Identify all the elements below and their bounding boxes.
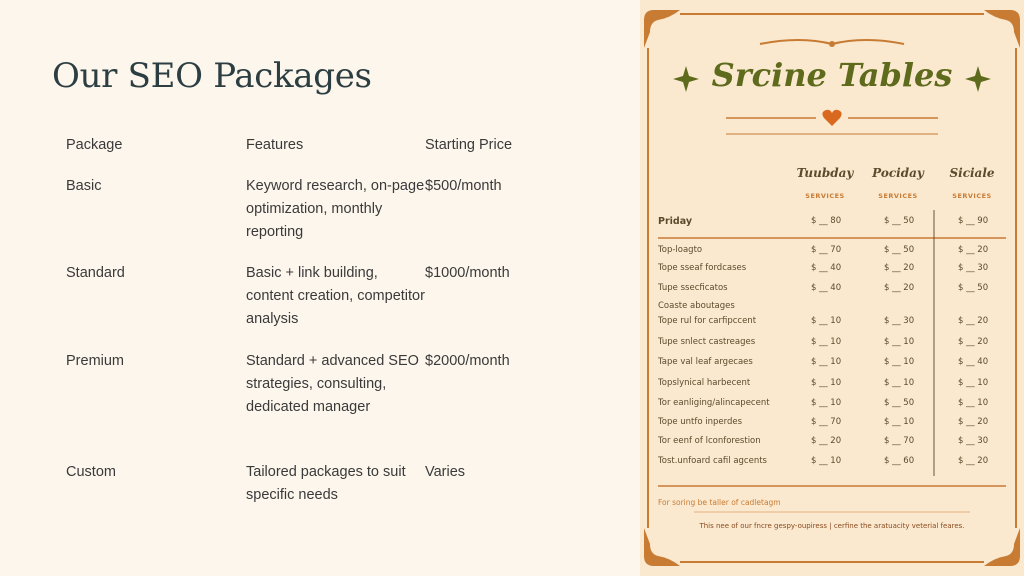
menu-row-value: $ __ 30 xyxy=(884,316,915,326)
menu-row xyxy=(658,263,1008,277)
table-header-row xyxy=(66,134,575,175)
menu-row-value: $ __ 10 xyxy=(811,337,842,347)
header-price: Starting Price xyxy=(425,137,513,153)
menu-row-value: $ __ 10 xyxy=(811,357,842,367)
menu-row-value: $ __ 80 xyxy=(811,216,842,226)
menu-row-value: $ __ 40 xyxy=(958,357,989,367)
menu-footnote: For soring be taller of cadletagm xyxy=(658,498,781,507)
menu-row-label: Priday xyxy=(658,216,693,227)
menu-row-value: $ __ 40 xyxy=(811,263,842,273)
package-features: Basic + link building, content creation, competitor analysis xyxy=(246,265,425,327)
table-row xyxy=(66,350,575,461)
menu-row-label: Tor eenf of lconforestion xyxy=(658,436,761,446)
package-price: $500/month xyxy=(425,178,502,194)
package-price: Varies xyxy=(425,464,466,480)
menu-footer-line: This nee of our fncre gespy-oupiress | cerfine the aratuacity veterial feares. xyxy=(699,522,965,530)
menu-row-value: $ __ 20 xyxy=(884,283,915,293)
menu-row-label: Tope rul for carfipccent xyxy=(658,316,757,326)
menu-row xyxy=(658,245,1008,259)
menu-row-value: $ __ 50 xyxy=(884,245,915,255)
menu-row-value: $ __ 10 xyxy=(884,337,915,347)
menu-row-label: Tupe ssecficatos xyxy=(658,283,728,293)
menu-row-label: Tope untfo inperdes xyxy=(658,417,743,427)
package-name: Standard xyxy=(66,265,125,281)
menu-row-value: $ __ 70 xyxy=(811,245,842,255)
table-row xyxy=(66,461,575,511)
package-price: $2000/month xyxy=(425,353,510,369)
menu-row-value: $ __ 10 xyxy=(811,398,842,408)
menu-column-head: Siciale xyxy=(949,166,995,180)
menu-row-value: $ __ 60 xyxy=(884,456,915,466)
menu-row xyxy=(658,301,1008,315)
package-name: Premium xyxy=(66,353,125,369)
menu-row xyxy=(658,456,1008,470)
menu-row-value: $ __ 70 xyxy=(884,436,915,446)
menu-row-value: $ __ 40 xyxy=(811,283,842,293)
menu-row xyxy=(658,283,1008,297)
menu-row-label: Topslynical harbecent xyxy=(658,378,751,388)
menu-row-label: Tost.unfoard cafil agcents xyxy=(658,456,767,466)
package-price: $1000/month xyxy=(425,265,510,281)
package-features: Keyword research, on-page optimization, monthly reporting xyxy=(246,178,425,240)
menu-image xyxy=(640,0,1024,576)
menu-row-value: $ __ 70 xyxy=(811,417,842,427)
menu-row xyxy=(658,398,1008,412)
package-name: Basic xyxy=(66,178,102,194)
menu-row xyxy=(658,357,1008,371)
menu-column-sub: SERVICES xyxy=(952,192,992,200)
menu-row-value: $ __ 10 xyxy=(884,417,915,427)
page-title: Our SEO Packages xyxy=(52,56,372,96)
menu-row-value: $ __ 10 xyxy=(884,357,915,367)
table-row xyxy=(66,262,575,350)
menu-row-label: Tor eanliging/alincapecent xyxy=(658,398,770,408)
menu-row-value: $ __ 30 xyxy=(958,263,989,273)
menu-row xyxy=(658,337,1008,351)
package-features: Tailored packages to suit specific needs xyxy=(246,464,406,503)
menu-row-value: $ __ 20 xyxy=(958,316,989,326)
menu-row-value: $ __ 50 xyxy=(884,398,915,408)
menu-row-value: $ __ 10 xyxy=(884,378,915,388)
menu-row-label: Tupe snlect castreages xyxy=(658,337,756,347)
package-name: Custom xyxy=(66,464,116,480)
menu-row-value: $ __ 10 xyxy=(958,398,989,408)
menu-row-value: $ __ 90 xyxy=(958,216,989,226)
menu-row-value: $ __ 20 xyxy=(958,245,989,255)
menu-row-value: $ __ 20 xyxy=(958,337,989,347)
header-features: Features xyxy=(246,137,304,153)
menu-row-label: Coaste aboutages xyxy=(658,301,735,311)
menu-row xyxy=(658,417,1008,431)
menu-row-label: Top-loagto xyxy=(658,245,703,255)
menu-row-value: $ __ 10 xyxy=(958,378,989,388)
menu-row-value: $ __ 20 xyxy=(958,417,989,427)
menu-column-head: Pociday xyxy=(872,166,924,180)
menu-column-sub: SERVICES xyxy=(878,192,918,200)
menu-column-sub: SERVICES xyxy=(805,192,845,200)
menu-row xyxy=(658,436,1008,450)
menu-row-value: $ __ 10 xyxy=(811,378,842,388)
package-features: Standard + advanced SEO strategies, consulting, dedicated manager xyxy=(246,353,419,415)
menu-row-value: $ __ 50 xyxy=(958,283,989,293)
menu-row xyxy=(658,216,1008,230)
menu-row-value: $ __ 20 xyxy=(958,456,989,466)
menu-column-head: Tuubday xyxy=(796,166,854,180)
packages-table xyxy=(66,134,575,511)
menu-row-value: $ __ 20 xyxy=(884,263,915,273)
menu-row xyxy=(658,316,1008,330)
header-package: Package xyxy=(66,137,123,153)
menu-row-value: $ __ 10 xyxy=(811,456,842,466)
table-row xyxy=(66,175,575,262)
menu-row-label: Tope sseaf fordcases xyxy=(658,263,747,273)
menu-row-value: $ __ 50 xyxy=(884,216,915,226)
menu-row-value: $ __ 10 xyxy=(811,316,842,326)
menu-row xyxy=(658,378,1008,392)
menu-title: Srcine Tables xyxy=(711,56,953,94)
menu-row-value: $ __ 30 xyxy=(958,436,989,446)
menu-row-value: $ __ 20 xyxy=(811,436,842,446)
menu-row-label: Tape val leaf argecaes xyxy=(658,357,753,367)
